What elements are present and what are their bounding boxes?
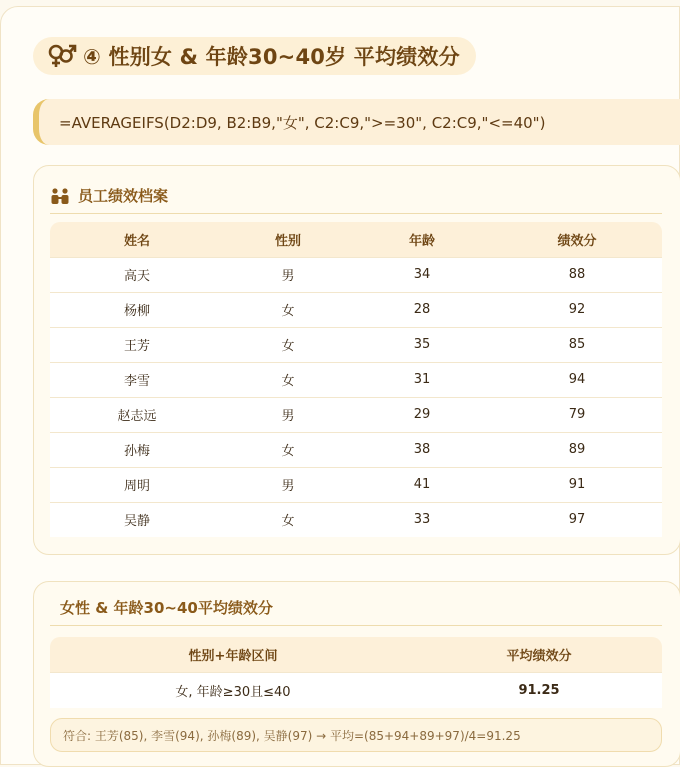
average-score-value: 91.25 (416, 672, 662, 708)
page-title (33, 37, 476, 75)
table-cell: 女 (224, 432, 352, 467)
table-cell: 男 (224, 257, 352, 292)
title-text: ④ 性别女 & 年龄30~40岁 平均绩效分 (83, 45, 460, 69)
table-cell: 王芳 (50, 327, 224, 362)
result-card-title: 女性 & 年龄30~40平均绩效分 (60, 599, 273, 617)
table-cell: 79 (492, 397, 662, 432)
table-row (50, 397, 662, 432)
calculation-note-text: 符合: 王芳(85), 李雪(94), 孙梅(89), 吴静(97) → 平均=(85+94+89+97)/4=91.25 (63, 728, 521, 743)
result-table (50, 637, 662, 708)
employee-card-header (50, 178, 662, 214)
table-cell: 李雪 (50, 362, 224, 397)
table-cell: 女 (224, 327, 352, 362)
table-row (50, 432, 662, 467)
table-row (50, 327, 662, 362)
calculation-note (50, 718, 662, 752)
table-cell: 92 (492, 292, 662, 327)
table-cell: 31 (352, 362, 492, 397)
table-cell: 男 (224, 467, 352, 502)
table-cell: 91 (492, 467, 662, 502)
table-cell: 吴静 (50, 502, 224, 537)
table-cell: 38 (352, 432, 492, 467)
column-header: 年龄 (352, 222, 492, 257)
table-header-row (50, 222, 662, 257)
table-cell: 35 (352, 327, 492, 362)
table-row (50, 292, 662, 327)
employee-card-title: 员工绩效档案 (78, 187, 169, 205)
table-cell: 女, 年龄≥30且≤40 (50, 672, 416, 708)
table-cell: 34 (352, 257, 492, 292)
table-cell: 孙梅 (50, 432, 224, 467)
people-icon (50, 187, 70, 205)
formula-text: =AVERAGEIFS(D2:D9, B2:B9,"女", C2:C9,">=30", C2:C9,"<=40") (59, 113, 546, 132)
table-cell: 男 (224, 397, 352, 432)
gender-icon (47, 43, 77, 69)
result-card (33, 581, 680, 767)
table-cell: 88 (492, 257, 662, 292)
table-cell: 89 (492, 432, 662, 467)
table-cell: 女 (224, 292, 352, 327)
table-cell: 33 (352, 502, 492, 537)
table-row (50, 672, 662, 708)
table-cell: 29 (352, 397, 492, 432)
result-card-header (50, 590, 662, 626)
column-header: 姓名 (50, 222, 224, 257)
table-cell: 41 (352, 467, 492, 502)
column-header: 绩效分 (492, 222, 662, 257)
table-row (50, 502, 662, 537)
table-cell: 女 (224, 362, 352, 397)
employee-table (50, 222, 662, 537)
panel (0, 6, 680, 765)
column-header: 平均绩效分 (416, 637, 662, 672)
table-cell: 94 (492, 362, 662, 397)
table-row (50, 467, 662, 502)
table-cell: 杨柳 (50, 292, 224, 327)
employee-card (33, 165, 680, 555)
table-header-row (50, 637, 662, 672)
table-cell: 85 (492, 327, 662, 362)
formula-bar (33, 99, 680, 145)
table-cell: 97 (492, 502, 662, 537)
column-header: 性别 (224, 222, 352, 257)
table-cell: 赵志远 (50, 397, 224, 432)
column-header: 性别+年龄区间 (50, 637, 416, 672)
table-row (50, 257, 662, 292)
table-cell: 高天 (50, 257, 224, 292)
table-row (50, 362, 662, 397)
table-cell: 女 (224, 502, 352, 537)
table-cell: 28 (352, 292, 492, 327)
table-cell: 周明 (50, 467, 224, 502)
